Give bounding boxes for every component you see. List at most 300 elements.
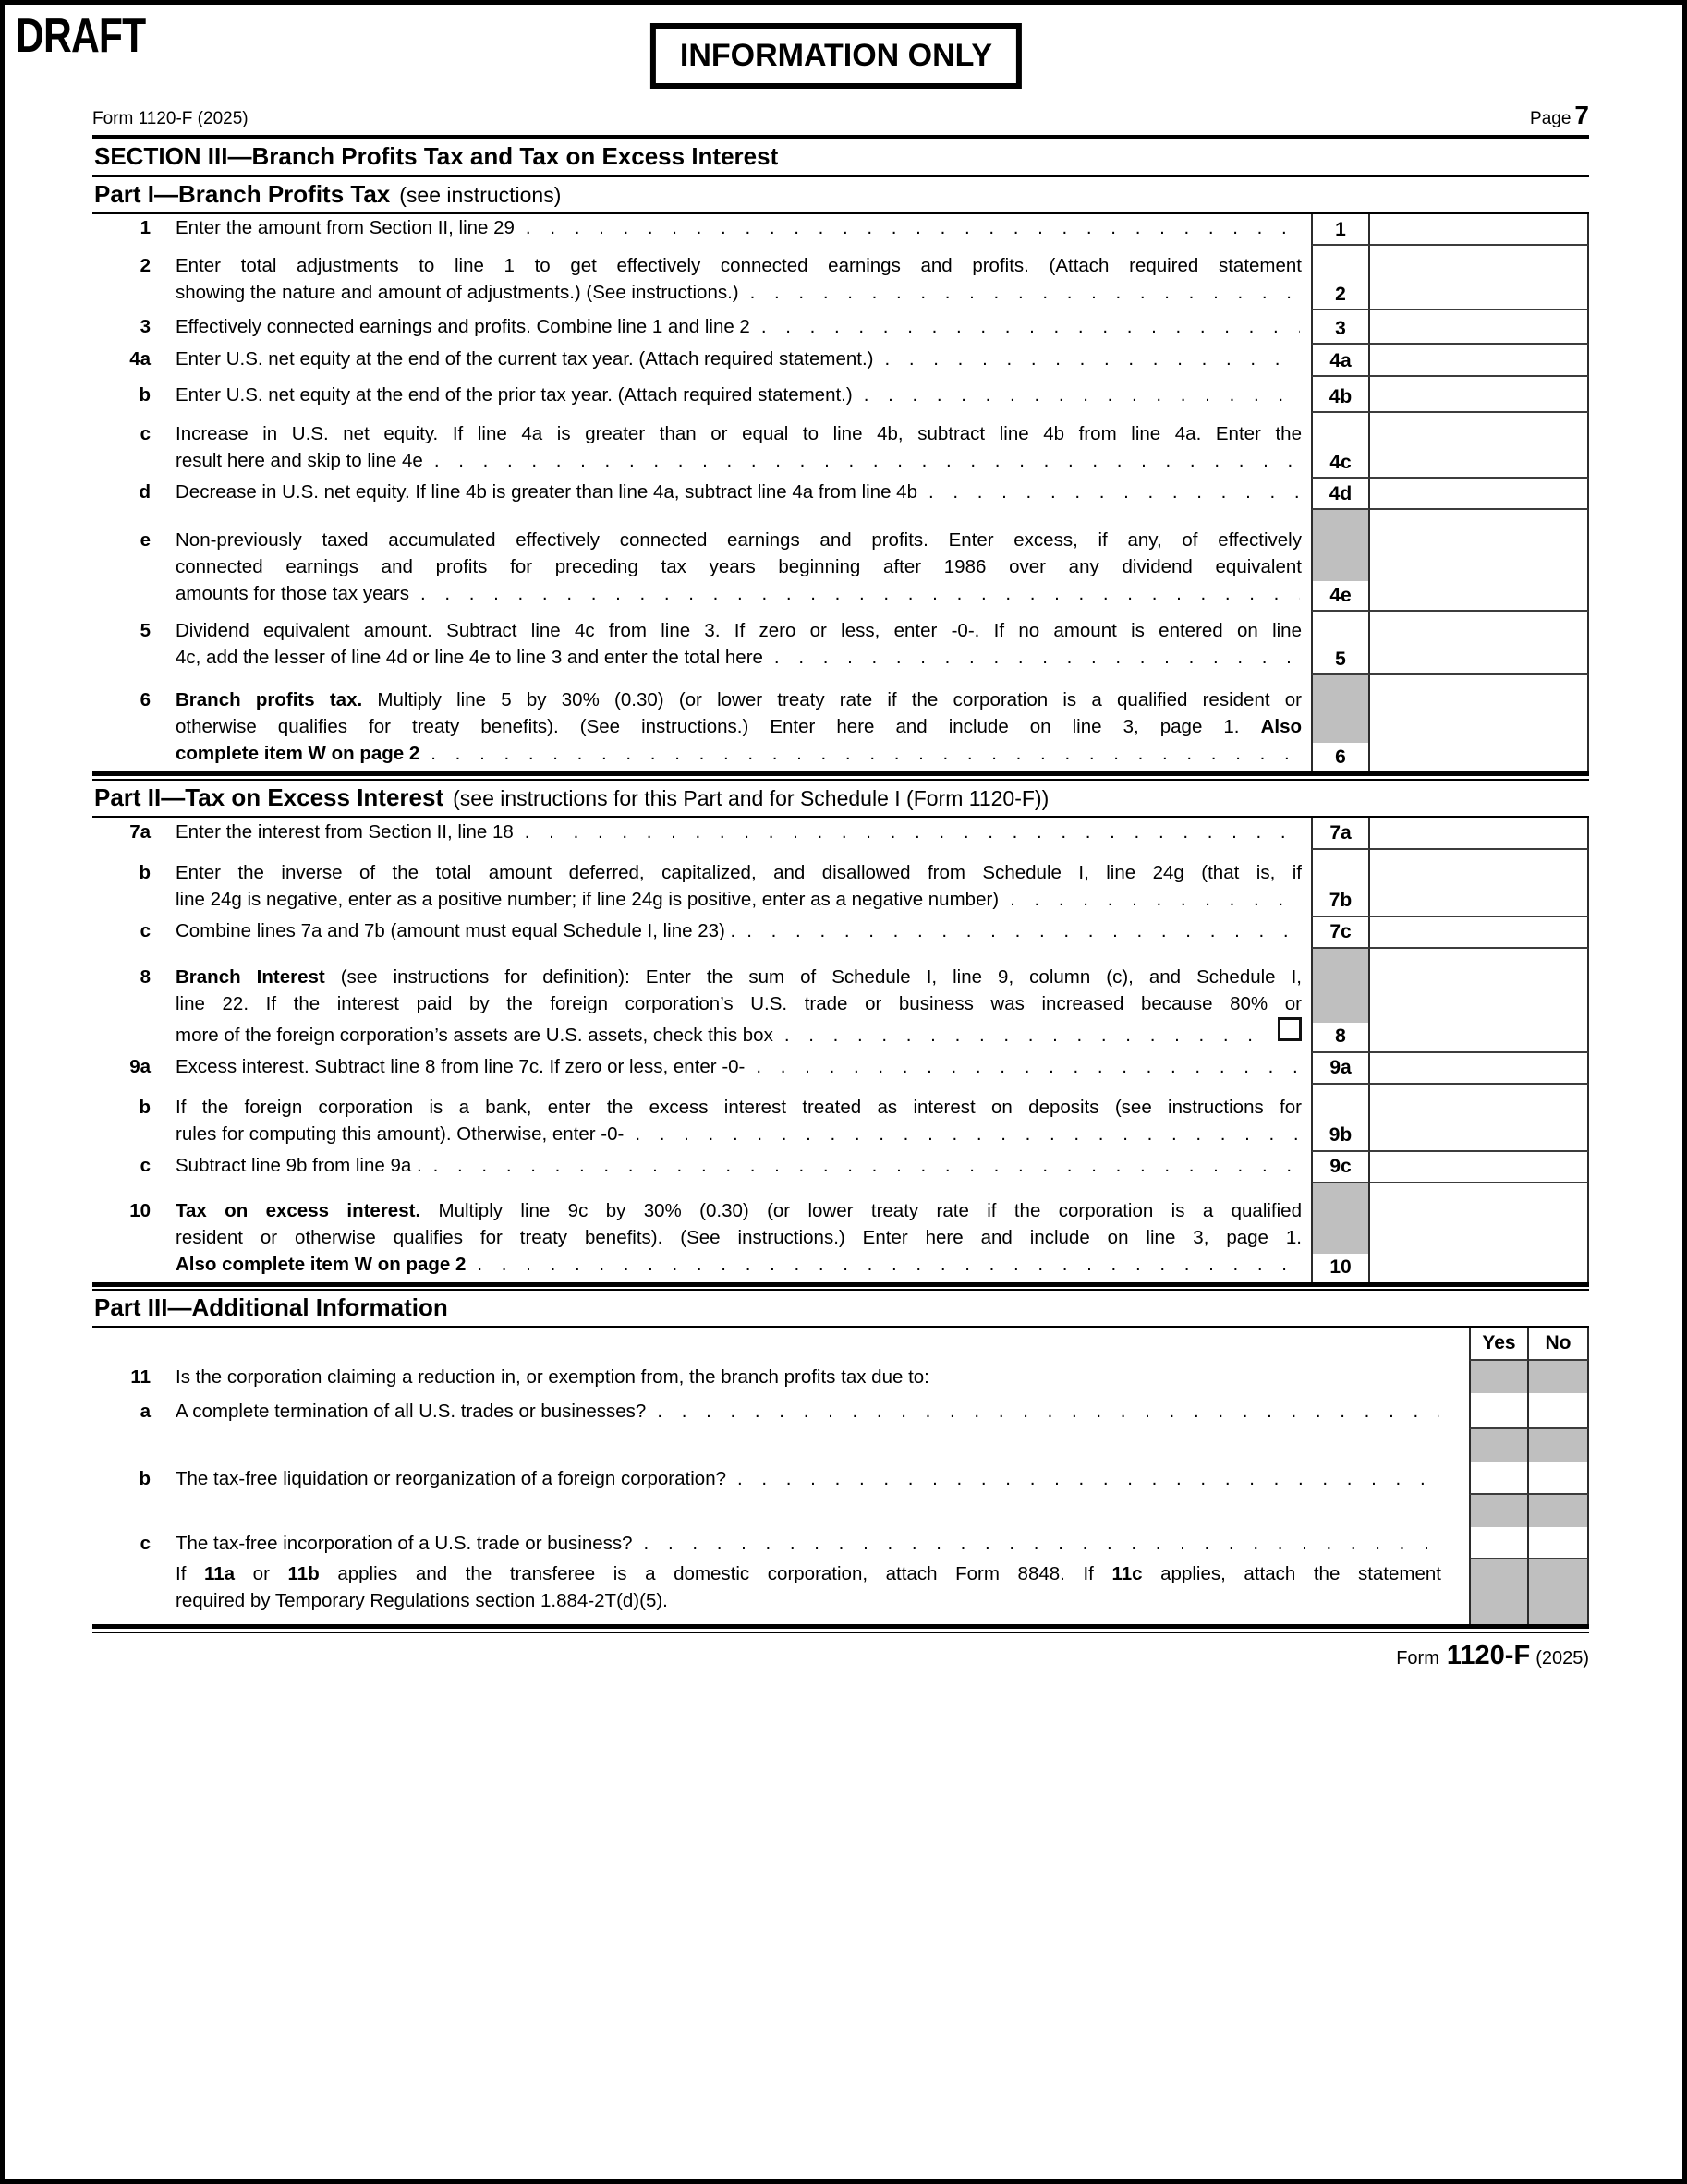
page-number-value: 7 bbox=[1574, 101, 1589, 129]
line-11a-no-answer-cell[interactable] bbox=[1529, 1393, 1589, 1429]
line-9c-item-number: c bbox=[140, 1154, 151, 1176]
dot-leaders bbox=[526, 214, 1300, 241]
part3-attachment-note bbox=[176, 1560, 1441, 1614]
line-4e-item-number: e bbox=[140, 529, 151, 551]
line-10-text-line bbox=[176, 1251, 1302, 1278]
line-4e-text-line bbox=[176, 527, 1302, 553]
line-4d-description bbox=[139, 479, 1311, 505]
line-9a-desc-wrap bbox=[92, 1053, 1311, 1085]
form-line-1 bbox=[92, 214, 1589, 246]
line-7c-text-line bbox=[176, 917, 1302, 944]
line-4b-code-cell bbox=[1311, 377, 1370, 413]
text-segment: Increase in U.S. net equity. If line 4a is greater than or equal to line 4b, subtract line 4b from line 4a. Enter the bbox=[176, 423, 1302, 444]
line-6-item-number: 6 bbox=[140, 689, 151, 710]
yes-no-header-row bbox=[92, 1328, 1589, 1361]
line-8-code-cell bbox=[1311, 949, 1370, 1053]
question-11a bbox=[140, 1398, 1441, 1425]
line-5-entry-box[interactable] bbox=[1370, 612, 1589, 675]
part1-subtitle: (see instructions) bbox=[399, 183, 562, 207]
line-9c-entry-box[interactable] bbox=[1370, 1152, 1589, 1183]
line-2-text-line bbox=[176, 279, 1302, 306]
form-line-4e bbox=[92, 510, 1589, 612]
line-2-description bbox=[140, 252, 1311, 306]
line-7b-text-line bbox=[176, 886, 1302, 913]
text-segment: applies, attach the statement bbox=[1142, 1563, 1441, 1584]
line-10-description bbox=[129, 1197, 1311, 1278]
text-segment: If bbox=[176, 1563, 204, 1584]
part3-spacer-row bbox=[92, 1495, 1589, 1527]
part3-row-note bbox=[92, 1559, 1589, 1624]
part1-part2-divider bbox=[92, 771, 1589, 776]
shaded-cell bbox=[1313, 675, 1368, 743]
part3-left-area bbox=[92, 1495, 1469, 1527]
line-10-text-line bbox=[176, 1197, 1302, 1224]
line-5-item-number: 5 bbox=[140, 620, 151, 641]
line-4e-code-label: 4e bbox=[1329, 584, 1352, 606]
form-line-9c bbox=[92, 1152, 1589, 1183]
line-9b-entry-box[interactable] bbox=[1370, 1085, 1589, 1152]
dot-leaders bbox=[657, 1398, 1439, 1425]
line-11a-yes-answer-cell[interactable] bbox=[1469, 1393, 1529, 1429]
part3-spacer-row bbox=[92, 1429, 1589, 1462]
line-3-code-label: 3 bbox=[1335, 317, 1346, 339]
part3-left-area bbox=[92, 1462, 1469, 1495]
line-9c-code-label: 9c bbox=[1329, 1156, 1352, 1177]
line-5-code-cell bbox=[1311, 612, 1370, 675]
line-7b-text-line bbox=[176, 859, 1302, 886]
line-4e-entry-box[interactable] bbox=[1370, 510, 1589, 612]
text-segment: Non-previously taxed accumulated effectively connected earnings and profits. Enter excess, if any, of effectively bbox=[176, 529, 1302, 551]
part2-table bbox=[92, 818, 1589, 1282]
line-4a-code-cell bbox=[1311, 345, 1370, 377]
line-7a-code-label: 7a bbox=[1329, 822, 1352, 843]
line-9b-text-line bbox=[176, 1094, 1302, 1121]
text-segment: Also complete item W on page 2 bbox=[176, 1253, 467, 1275]
line-9c-description bbox=[140, 1152, 1311, 1179]
form-line-9b bbox=[92, 1085, 1589, 1152]
line-4c-entry-box[interactable] bbox=[1370, 413, 1589, 479]
line-5-description bbox=[140, 617, 1311, 671]
line-7c-desc-wrap bbox=[92, 917, 1311, 949]
page-word: Page bbox=[1530, 109, 1572, 128]
line-1-text-line bbox=[176, 214, 1302, 241]
line-4d-code-label: 4d bbox=[1329, 482, 1353, 504]
line-5-desc-wrap bbox=[92, 612, 1311, 675]
part3-additional-information-table bbox=[92, 1328, 1589, 1624]
line-8-description bbox=[140, 964, 1311, 1049]
line-2-code-cell bbox=[1311, 246, 1370, 310]
line-1-entry-box[interactable] bbox=[1370, 214, 1589, 246]
part3-left-area bbox=[92, 1393, 1469, 1429]
question-text: The tax-free liquidation or reorganization of a foreign corporation? bbox=[176, 1468, 726, 1489]
line-7c-item-number: c bbox=[140, 919, 151, 941]
line-10-entry-box[interactable] bbox=[1370, 1183, 1589, 1282]
line-8-checkbox[interactable] bbox=[1278, 1017, 1302, 1041]
line-4e-text-line bbox=[176, 553, 1302, 580]
line-7c-code-cell bbox=[1311, 917, 1370, 949]
part1-header bbox=[92, 177, 1589, 212]
text-segment: more of the foreign corporation’s assets are U.S. assets, check this box bbox=[176, 1024, 773, 1046]
line-3-text-line bbox=[176, 313, 1302, 340]
line-6-description bbox=[140, 686, 1311, 767]
line-6-code-label: 6 bbox=[1335, 746, 1346, 768]
line-4c-text-line bbox=[176, 447, 1302, 474]
line-7a-entry-box[interactable] bbox=[1370, 818, 1589, 850]
text-segment: Decrease in U.S. net equity. If line 4b is greater than line 4a, subtract line 4a from line 4b bbox=[176, 481, 917, 503]
form-line-6 bbox=[92, 675, 1589, 771]
dot-leaders bbox=[864, 382, 1300, 408]
form-line-4a bbox=[92, 345, 1589, 377]
line-4b-description bbox=[139, 382, 1311, 408]
line-9a-code-cell bbox=[1311, 1053, 1370, 1085]
page-footer bbox=[92, 1641, 1589, 1671]
shaded-cell bbox=[1313, 949, 1368, 1023]
line-7b-description bbox=[139, 859, 1311, 913]
text-segment: Is the corporation claiming a reduction in, or exemption from, the branch profits tax due to: bbox=[176, 1366, 929, 1388]
line-4c-desc-wrap bbox=[92, 413, 1311, 479]
dot-leaders bbox=[784, 1022, 1267, 1049]
line-7a-desc-wrap bbox=[92, 818, 1311, 850]
text-segment: amounts for those tax years bbox=[176, 583, 409, 604]
question-11-intro bbox=[130, 1364, 1441, 1390]
line-9c-code-cell bbox=[1311, 1152, 1370, 1183]
line-8-code-label: 8 bbox=[1335, 1025, 1346, 1047]
line-6-code-cell bbox=[1311, 675, 1370, 771]
question-11b bbox=[139, 1465, 1441, 1492]
line-11a-item-number: a bbox=[140, 1401, 151, 1422]
form-line-7c bbox=[92, 917, 1589, 949]
dot-leaders bbox=[750, 279, 1300, 306]
line-9b-code-cell bbox=[1311, 1085, 1370, 1152]
line-4a-desc-wrap bbox=[92, 345, 1311, 377]
text-segment: Multiply line 5 by 30% (0.30) (or lower treaty rate if the corporation is a qualified resident or bbox=[362, 689, 1302, 710]
form-id-label: Form 1120-F (2025) bbox=[92, 109, 249, 128]
dot-leaders bbox=[420, 580, 1300, 607]
question-text: The tax-free incorporation of a U.S. trade or business? bbox=[176, 1533, 633, 1554]
text-segment: Effectively connected earnings and profits. Combine line 1 and line 2 bbox=[176, 316, 750, 337]
text-segment: result here and skip to line 4e bbox=[176, 450, 423, 471]
line-4e-desc-wrap bbox=[92, 510, 1311, 612]
line-9b-text-line bbox=[176, 1121, 1302, 1147]
information-only-stamp: INFORMATION ONLY bbox=[650, 23, 1022, 89]
shaded-cell bbox=[1313, 1183, 1368, 1254]
line-3-description bbox=[140, 313, 1311, 340]
dot-leaders bbox=[885, 346, 1301, 372]
line-4c-text-line bbox=[176, 420, 1302, 447]
text-segment: Tax on excess interest. bbox=[176, 1199, 421, 1221]
page-content bbox=[5, 5, 1682, 1671]
part2-header bbox=[92, 781, 1589, 816]
line-7b-item-number: b bbox=[139, 861, 151, 883]
part1-table bbox=[92, 214, 1589, 771]
part3-header bbox=[92, 1291, 1589, 1326]
text-segment: otherwise qualifies for treaty benefits). (See instructions.) Enter here and include on line 3, page 1. bbox=[176, 716, 1261, 737]
footer-form-word: Form bbox=[1396, 1647, 1439, 1668]
dot-leaders bbox=[746, 917, 1300, 944]
dot-leaders bbox=[644, 1530, 1439, 1557]
line-1-item-number: 1 bbox=[140, 217, 151, 238]
form-line-4c bbox=[92, 413, 1589, 479]
form-line-4b bbox=[92, 377, 1589, 413]
text-segment: showing the nature and amount of adjustments.) (See instructions.) bbox=[176, 282, 739, 303]
line-4c-description bbox=[140, 420, 1311, 474]
line-2-text-line bbox=[176, 252, 1302, 279]
note-line bbox=[176, 1587, 1441, 1614]
shaded-cell bbox=[1313, 510, 1368, 581]
line-4b-text-line bbox=[176, 382, 1302, 408]
part3-row-11a bbox=[92, 1393, 1589, 1429]
text-segment: Enter U.S. net equity at the end of the prior tax year. (Attach required statement.) bbox=[176, 384, 853, 406]
line-8-text-line bbox=[176, 990, 1302, 1017]
line-4b-code-label: 4b bbox=[1329, 385, 1353, 407]
form-line-2 bbox=[92, 246, 1589, 310]
form-line-7b bbox=[92, 850, 1589, 917]
line-10-code-cell bbox=[1311, 1183, 1370, 1282]
line-4d-code-cell bbox=[1311, 479, 1370, 510]
line-4d-desc-wrap bbox=[92, 479, 1311, 510]
line-3-code-cell bbox=[1311, 310, 1370, 345]
part2-title: Part II—Tax on Excess Interest bbox=[94, 783, 444, 811]
line-7a-item-number: 7a bbox=[129, 820, 151, 843]
shaded-yes-cell bbox=[1469, 1429, 1529, 1462]
text-segment: line 22. If the interest paid by the foreign corporation’s U.S. trade or business was increased because 80% or bbox=[176, 992, 1302, 1014]
dot-leaders bbox=[1010, 886, 1300, 913]
line-9c-desc-wrap bbox=[92, 1152, 1311, 1183]
line-1-code-cell bbox=[1311, 214, 1370, 246]
yes-column-header: Yes bbox=[1469, 1328, 1529, 1361]
form-line-8 bbox=[92, 949, 1589, 1053]
line-6-text-line bbox=[176, 713, 1302, 740]
line-9a-item-number: 9a bbox=[129, 1055, 151, 1077]
line-9b-item-number: b bbox=[139, 1096, 151, 1118]
line-1-code-label: 1 bbox=[1335, 218, 1346, 240]
part3-left-area bbox=[92, 1527, 1469, 1559]
line-9a-code-label: 9a bbox=[1329, 1057, 1352, 1078]
part3-left-area bbox=[92, 1559, 1469, 1624]
line-1-description bbox=[140, 214, 1311, 241]
text-segment: or bbox=[235, 1563, 288, 1584]
text-segment: 4c, add the lesser of line 4d or line 4e to line 3 and enter the total here bbox=[176, 647, 763, 668]
line-11b-yes-answer-cell[interactable] bbox=[1469, 1462, 1529, 1495]
line-10-code-label: 10 bbox=[1329, 1256, 1352, 1278]
line-6-text-line bbox=[176, 686, 1302, 713]
line-10-desc-wrap bbox=[92, 1183, 1311, 1282]
text-segment: Multiply line 9c by 30% (0.30) (or lower treaty rate if the corporation is a qualified bbox=[420, 1199, 1302, 1221]
question-text: A complete termination of all U.S. trades or businesses? bbox=[176, 1401, 647, 1422]
part3-title: Part III—Additional Information bbox=[94, 1293, 448, 1321]
line-4b-item-number: b bbox=[139, 384, 151, 406]
line-3-desc-wrap bbox=[92, 310, 1311, 345]
line-11b-item-number: b bbox=[139, 1468, 151, 1489]
line-4d-text-line bbox=[176, 479, 1302, 505]
form-line-4d bbox=[92, 479, 1589, 510]
line-4e-text-line bbox=[176, 580, 1302, 607]
part3-left-area bbox=[92, 1361, 1469, 1393]
text-segment: rules for computing this amount). Otherwise, enter -0- bbox=[176, 1122, 625, 1145]
question-11c bbox=[140, 1530, 1441, 1557]
part3-row-11c bbox=[92, 1527, 1589, 1559]
line-2-item-number: 2 bbox=[140, 255, 151, 276]
text-segment: 11b bbox=[287, 1563, 320, 1584]
line-5-text-line bbox=[176, 617, 1302, 644]
part3-left-area bbox=[92, 1328, 1469, 1361]
dot-leaders bbox=[433, 1152, 1300, 1179]
dot-leaders bbox=[431, 740, 1300, 767]
part2-subtitle: (see instructions for this Part and for Schedule I (Form 1120-F)) bbox=[453, 785, 1050, 810]
line-7a-description bbox=[129, 819, 1311, 845]
line-4d-entry-box[interactable] bbox=[1370, 479, 1589, 510]
form-line-9a bbox=[92, 1053, 1589, 1085]
shaded-yes-cell bbox=[1469, 1559, 1529, 1624]
text-segment: Enter the amount from Section II, line 29 bbox=[176, 217, 515, 238]
line-11b-no-answer-cell[interactable] bbox=[1529, 1462, 1589, 1495]
text-segment: Enter the inverse of the total amount deferred, capitalized, and disallowed from Schedule I, line 24g (that is, if bbox=[176, 861, 1302, 883]
line-6-desc-wrap bbox=[92, 675, 1311, 771]
line-4d-item-number: d bbox=[139, 481, 151, 503]
shaded-no-cell bbox=[1529, 1429, 1589, 1462]
text-segment: Enter total adjustments to line 1 to get effectively connected earnings and profits. (Attach required statement bbox=[176, 255, 1302, 276]
part3-row-intro bbox=[92, 1361, 1589, 1393]
shaded-no-cell bbox=[1529, 1495, 1589, 1527]
shaded-yes-cell bbox=[1469, 1495, 1529, 1527]
line-8-desc-wrap bbox=[92, 949, 1311, 1053]
line-6-text-line bbox=[176, 740, 1302, 767]
line-7c-description bbox=[140, 917, 1311, 944]
line-11-item-number: 11 bbox=[130, 1366, 151, 1388]
line-5-text-line bbox=[176, 644, 1302, 671]
footer-form-year: (2025) bbox=[1535, 1647, 1589, 1668]
page-number bbox=[1530, 101, 1589, 130]
line-9a-entry-box[interactable] bbox=[1370, 1053, 1589, 1085]
dot-leaders bbox=[737, 1465, 1439, 1492]
line-7c-code-label: 7c bbox=[1329, 921, 1352, 942]
text-segment: 11a bbox=[204, 1563, 236, 1584]
line-2-entry-box[interactable] bbox=[1370, 246, 1589, 310]
section-iii-header: SECTION III—Branch Profits Tax and Tax on Excess Interest bbox=[94, 142, 779, 170]
text-segment: applies and the transferee is a domestic corporation, attach Form 8848. If bbox=[319, 1563, 1112, 1584]
note-line bbox=[176, 1560, 1441, 1587]
line-11c-item-number: c bbox=[140, 1533, 151, 1554]
text-segment: Dividend equivalent amount. Subtract line 4c from line 3. If zero or less, enter -0-. If no amount is entered on line bbox=[176, 620, 1302, 641]
text-segment: Subtract line 9b from line 9a . bbox=[176, 1154, 422, 1176]
text-segment: Combine lines 7a and 7b (amount must equal Schedule I, line 23) . bbox=[176, 919, 736, 941]
line-2-desc-wrap bbox=[92, 246, 1311, 310]
bottom-rule bbox=[92, 1624, 1589, 1629]
form-line-5 bbox=[92, 612, 1589, 675]
line-4c-code-cell bbox=[1311, 413, 1370, 479]
text-segment: complete item W on page 2 bbox=[176, 743, 420, 764]
text-segment: Enter the interest from Section II, line 18 bbox=[176, 820, 514, 843]
line-4b-desc-wrap bbox=[92, 377, 1311, 413]
form-line-3 bbox=[92, 310, 1589, 345]
line-4e-description bbox=[140, 527, 1311, 607]
line-8-text-line bbox=[176, 1017, 1302, 1049]
line-2-code-label: 2 bbox=[1335, 283, 1346, 305]
line-5-code-label: 5 bbox=[1335, 648, 1346, 670]
text-segment: resident or otherwise qualifies for treaty benefits). (See instructions.) Enter here and include on line 3, page 1. bbox=[176, 1226, 1302, 1248]
dot-leaders bbox=[756, 1053, 1300, 1080]
part3-row-11b bbox=[92, 1462, 1589, 1495]
line-4a-entry-box[interactable] bbox=[1370, 345, 1589, 377]
line-4b-entry-box[interactable] bbox=[1370, 377, 1589, 413]
line-7b-code-label: 7b bbox=[1329, 890, 1353, 911]
text-segment: Excess interest. Subtract line 8 from line 7c. If zero or less, enter -0- bbox=[176, 1055, 746, 1077]
dot-leaders bbox=[761, 313, 1300, 340]
footer-form-number: 1120-F bbox=[1446, 1640, 1531, 1670]
line-7b-code-cell bbox=[1311, 850, 1370, 917]
part1-title: Part I—Branch Profits Tax bbox=[94, 180, 391, 208]
line-8-entry-box[interactable] bbox=[1370, 949, 1589, 1053]
line-11c-no-answer-cell[interactable] bbox=[1529, 1527, 1589, 1559]
text-segment: Branch profits tax. bbox=[176, 689, 363, 710]
form-line-10 bbox=[92, 1183, 1589, 1282]
text-segment: line 24g is negative, enter as a positive number; if line 24g is positive, enter as a negative number) bbox=[176, 888, 1000, 910]
line-9b-description bbox=[139, 1094, 1311, 1147]
line-4a-code-label: 4a bbox=[1329, 349, 1352, 371]
text-segment: Enter U.S. net equity at the end of the current tax year. (Attach required statement.) bbox=[176, 348, 874, 370]
line-9b-desc-wrap bbox=[92, 1085, 1311, 1152]
text-segment: Also bbox=[1260, 716, 1302, 737]
no-column-header: No bbox=[1529, 1328, 1589, 1361]
line-7a-code-cell bbox=[1311, 818, 1370, 850]
line-8-item-number: 8 bbox=[140, 965, 151, 988]
line-1-desc-wrap bbox=[92, 214, 1311, 246]
line-4e-code-cell bbox=[1311, 510, 1370, 612]
dot-leaders bbox=[477, 1251, 1300, 1278]
line-7a-text-line bbox=[176, 819, 1302, 845]
line-3-entry-box[interactable] bbox=[1370, 310, 1589, 345]
line-6-entry-box[interactable] bbox=[1370, 675, 1589, 771]
line-9a-description bbox=[129, 1053, 1311, 1080]
text-segment: required by Temporary Regulations section 1.884-2T(d)(5). bbox=[176, 1590, 668, 1611]
text-segment: connected earnings and profits for preceding tax years beginning after 1986 over any dividend equivalent bbox=[176, 556, 1302, 577]
part3-left-area bbox=[92, 1429, 1469, 1462]
line-10-text-line bbox=[176, 1224, 1302, 1251]
text-segment: 11c bbox=[1111, 1563, 1143, 1584]
line-9a-text-line bbox=[176, 1053, 1302, 1080]
text-segment: If the foreign corporation is a bank, enter the excess interest treated as interest on deposits (see instructions for bbox=[176, 1096, 1302, 1118]
dot-leaders bbox=[525, 819, 1300, 845]
shaded-no-cell bbox=[1529, 1361, 1589, 1393]
form-line-7a bbox=[92, 818, 1589, 850]
line-10-item-number: 10 bbox=[129, 1199, 151, 1221]
line-7b-desc-wrap bbox=[92, 850, 1311, 917]
dot-leaders bbox=[774, 644, 1300, 671]
part2-part3-divider bbox=[92, 1282, 1589, 1287]
dot-leaders bbox=[635, 1121, 1300, 1147]
bottom-rule-thin bbox=[92, 1632, 1589, 1633]
line-4a-text-line bbox=[176, 346, 1302, 372]
dot-leaders bbox=[434, 447, 1300, 474]
text-segment: (see instructions for definition): Enter the sum of Schedule I, line 9, column (c), and Schedule I, bbox=[324, 965, 1302, 988]
line-4c-code-label: 4c bbox=[1329, 451, 1352, 473]
line-7c-entry-box[interactable] bbox=[1370, 917, 1589, 949]
line-4a-description bbox=[129, 346, 1311, 372]
line-9c-text-line bbox=[176, 1152, 1302, 1179]
text-segment: Branch Interest bbox=[176, 965, 325, 988]
shaded-no-cell bbox=[1529, 1559, 1589, 1624]
dot-leaders bbox=[928, 479, 1300, 505]
line-4a-item-number: 4a bbox=[129, 348, 151, 370]
line-7b-entry-box[interactable] bbox=[1370, 850, 1589, 917]
line-4c-item-number: c bbox=[140, 423, 151, 444]
line-3-item-number: 3 bbox=[140, 316, 151, 337]
line-11c-yes-answer-cell[interactable] bbox=[1469, 1527, 1529, 1559]
shaded-yes-cell bbox=[1469, 1361, 1529, 1393]
draft-watermark: DRAFT bbox=[16, 9, 146, 63]
line-8-text-line bbox=[176, 964, 1302, 990]
line-9b-code-label: 9b bbox=[1329, 1124, 1353, 1146]
